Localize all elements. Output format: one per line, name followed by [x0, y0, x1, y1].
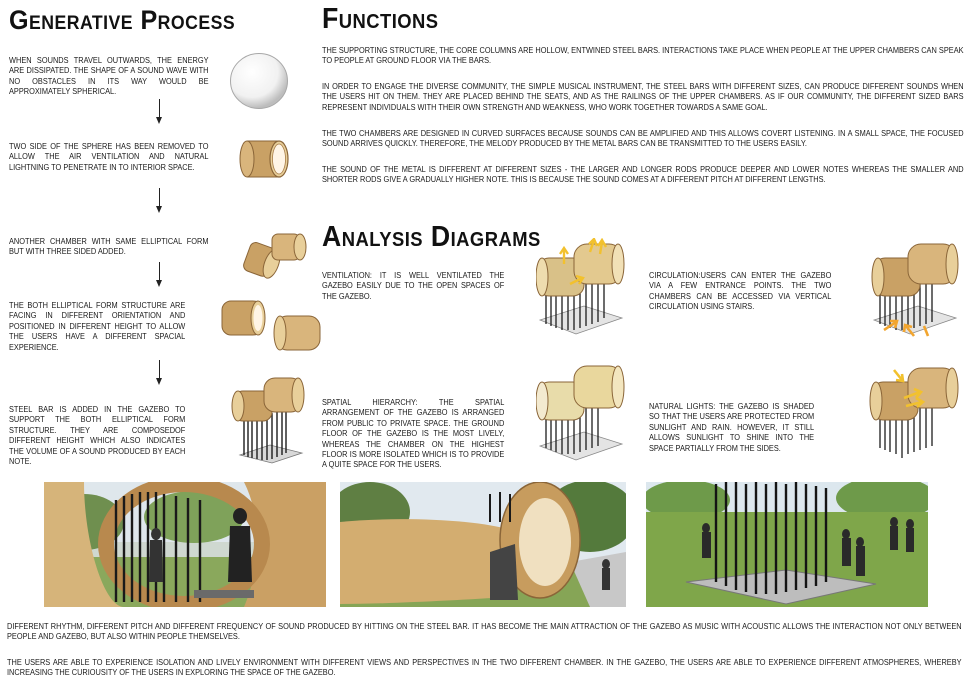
bottom-paragraph-1: DIFFERENT RHYTHM, DIFFERENT PITCH AND DIFFERENT FREQUENCY OF SOUND PRODUCED BY HITTING ON THE STEEL BAR. IT HAS BECOME THE MAIN ATTRACTION OF THE GAZEBO AS MUSIC WITH ACOUSTIC ALLOWS THE INTERACTION NOT ONLY BETWEEN PEOPLE AND GAZEBO, BUT ALSO WITHIN PEOPLE THEMSELVES. — [7, 621, 962, 642]
generative-step-4: THE BOTH ELLIPTICAL FORM STRUCTURE ARE FACING IN DIFFERENT ORIENTATION AND POSITIONED IN DIFFERENT HEIGHT TO ALLOW THE USERS HAVE A DIFFERENT SPACIAL EXPERIENCE. — [9, 300, 186, 352]
bottom-paragraph-2: THE USERS ARE ABLE TO EXPERIENCE ISOLATION AND LIVELY ENVIRONMENT WITH DIFFERENT VIEWS AND PERSPECTIVES IN THE TWO DIFFERENT CHAMBER. IN THE GAZEBO, THE USERS ARE ABLE TO EXPERIENCE DIFFERENT ATMOSPHERES, WHEREBY INCREASING THE CURIOUSITY OF THE USERS IN EXPLORING THE SPACE OF THE GAZEBO. — [7, 657, 962, 678]
analysis-natural-lights-text: NATURAL LIGHTS: THE GAZEBO IS SHADED SO THAT THE USERS ARE PROTECTED FROM SUNLIGHT AND RAIN. HOWEVER, IT STILL ALLOWS SUNLIGHT TO SHINE INTO THE SPACE PARTIALLY FROM THE SIDES. — [649, 401, 815, 453]
open-cylinder-illustration — [238, 138, 292, 180]
spatial-hierarchy-diagram — [536, 362, 626, 466]
sphere-illustration — [229, 52, 289, 110]
down-arrow-icon — [155, 188, 165, 214]
down-arrow-icon — [155, 262, 165, 288]
circulation-diagram — [868, 238, 962, 342]
gazebo-park-render-photo — [646, 482, 928, 607]
down-arrow-icon — [155, 360, 165, 386]
functions-paragraph-4: THE SOUND OF THE METAL IS DIFFERENT AT DIFFERENT SIZES - THE LARGER AND LONGER RODS PRODUCE DEEPER AND LOWER NOTES WHEREAS THE SMALLER AND SHORTER RODS GIVE A GRADUALLY HIGHER NOTE. THIS IS BECAUSE THE SOUND COMES AT A DIFFERENT PITCH AT DIFFERENT LENGTHS. — [322, 164, 964, 185]
generative-step-2: TWO SIDE OF THE SPHERE HAS BEEN REMOVED TO ALLOW THE AIR VENTILATION AND NATURAL LIGHTNING TO PENETRATE IN TO INTERIOR SPACE. — [9, 141, 209, 172]
two-chambers-illustration — [238, 230, 308, 280]
functions-paragraph-3: THE TWO CHAMBERS ARE DESIGNED IN CURVED SURFACES BECAUSE SOUNDS CAN BE AMPLIFIED AND THIS ALLOWS COVERT LISTENING. IN A SMALL SPACE, THE FOCUSED SOUND ARRIVES QUICKLY. THEREFORE, THE MELODY PRODUCED BY THE METAL BARS CAN BE TRANSMITTED TO THE USERS EASILY. — [322, 128, 964, 149]
analysis-spatial-text: SPATIAL HIERARCHY: THE SPATIAL ARRANGEMENT OF THE GAZEBO IS ARRANGED FROM PUBLIC TO PRIVATE SPACE. THE GROUND FLOOR OF THE GAZEBO IS THE MOST LIVELY, WHEREAS THE CHAMBER ON THE HIGHEST FLOOR IS MORE ISOLATED WHICH IS TO PROVIDE A QUITE SPACE FOR THE USERS. — [322, 397, 505, 470]
generative-step-3: ANOTHER CHAMBER WITH SAME ELLIPTICAL FORM BUT WITH THREE SIDED ADDED. — [9, 236, 209, 257]
functions-paragraph-2: IN ORDER TO ENGAGE THE DIVERSE COMMUNITY, THE SIMPLE MUSICAL INSTRUMENT, THE STEEL BARS WITH DIFFERENT SIZES, CAN PRODUCE DIFFERENT SOUNDS WHEN THE USERS HIT ON THEM. THEY ARE PLACED BEHIND THE SEATS, AND AS THE RAILINGS OF THE UPPER CHAMBERS. AS IF OUR COMMUNITY, THE DIFFERENT SIZED BARS REPRESENT INDIVIDUALS WITH THEIR OWN STRENGTH AND WEAKNESS, WHO WORK TOGETHER TOWARDS A SAME GOAL. — [322, 81, 964, 112]
analysis-ventilation-text: VENTILATION: IT IS WELL VENTILATED THE GAZEBO EASILY DUE TO THE OPEN SPACES OF THE GAZEBO. — [322, 270, 505, 301]
interior-render-photo — [44, 482, 326, 607]
ventilation-diagram — [536, 238, 626, 342]
down-arrow-icon — [155, 99, 165, 125]
analysis-circulation-text: CIRCULATION:USERS CAN ENTER THE GAZEBO VIA A FEW ENTRANCE POINTS. THE TWO CHAMBERS CAN BE ACCESSED VIA VERTICAL CIRCULATION USING STAIRS. — [649, 270, 832, 312]
functions-title: Functions — [322, 3, 439, 35]
chamber-exterior-render-photo — [340, 482, 626, 607]
offset-chambers-illustration — [218, 298, 324, 354]
generative-process-title: Generative Process — [9, 5, 236, 35]
functions-paragraph-1: THE SUPPORTING STRUCTURE, THE CORE COLUMNS ARE HOLLOW, ENTWINED STEEL BARS. INTERACTIONS TAKE PLACE WHEN PEOPLE AT THE UPPER CHAMBERS CAN SPEAK TO PEOPLE AT GROUND FLOOR VIA THE BARS. — [322, 45, 964, 66]
generative-step-1: WHEN SOUNDS TRAVEL OUTWARDS, THE ENERGY ARE DISSIPATED. THE SHAPE OF A SOUND WAVE WITH NO OBSTACLES IN ITS WAY WOULD BE APPROXIMATELY SPHERICAL. — [9, 55, 209, 97]
analysis-diagrams-title: Analysis Diagrams — [322, 221, 541, 253]
gazebo-with-bars-illustration — [230, 375, 306, 467]
natural-lights-diagram — [866, 362, 962, 466]
generative-step-5: STEEL BAR IS ADDED IN THE GAZEBO TO SUPPORT THE BOTH ELLIPTICAL FORM STRUCTURE. THEY ARE COMPOSEDOF DIFFERENT HEIGHT WHICH ALSO INDICATES THE VOLUME OF A SOUND PRODUCED BY EACH NOTE. — [9, 404, 186, 467]
